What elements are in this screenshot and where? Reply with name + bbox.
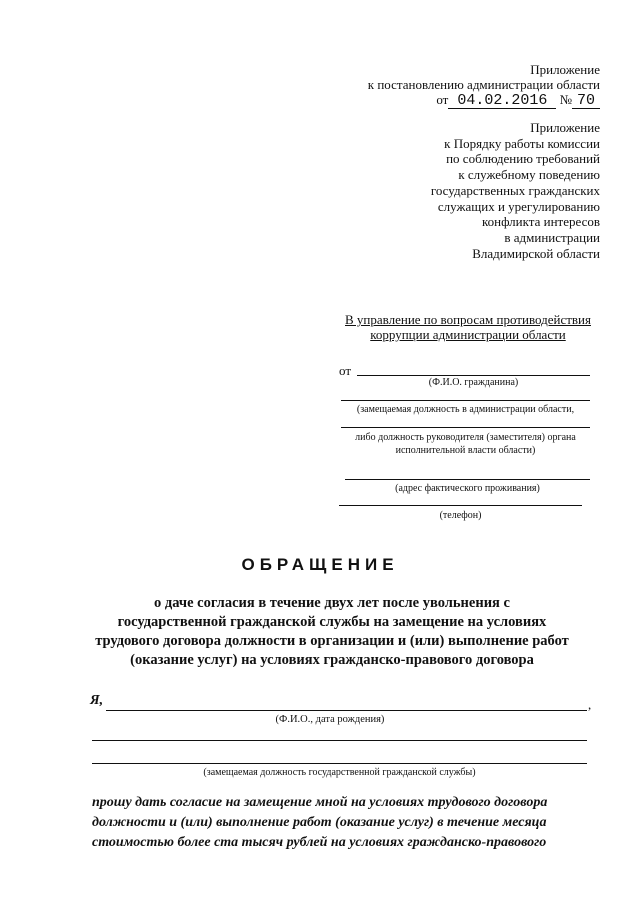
caption-service-position: (замещаемая должность государственной гражданской службы) (203, 767, 476, 778)
subject-line: (оказание услуг) на условиях гражданско-правового договора (130, 652, 534, 668)
applicant-service-position-field[interactable] (92, 763, 587, 764)
caption-position-cont: либо должность руководителя (заместителя) органа (355, 432, 576, 443)
appendix2-line: к Порядку работы комиссии (444, 135, 600, 151)
sender-position-field[interactable] (341, 400, 590, 401)
decree-number: 70 (572, 94, 600, 109)
request-body (92, 793, 597, 853)
ya-label: Я, (90, 693, 104, 708)
sender-position-field-2[interactable] (341, 427, 590, 428)
caption-position: (замещаемая должность в администрации области, (356, 404, 575, 415)
appendix2-line: Приложение (530, 120, 600, 135)
sender-address-field[interactable] (345, 479, 590, 480)
decree-date-line (436, 92, 600, 109)
body-line: должности и (или) выполнение работ (оказание услуг) в течение месяца (92, 815, 547, 830)
sender-phone-field[interactable] (339, 505, 582, 506)
caption-name: (Ф.И.О. гражданина) (428, 377, 519, 388)
appendix-title: Приложение (530, 62, 600, 77)
decree-from-label: от (436, 92, 449, 107)
caption-address: (адрес фактического проживания) (395, 483, 540, 494)
applicant-name-field[interactable] (106, 710, 587, 711)
caption-position-end: исполнительной власти области) (395, 445, 536, 456)
document-title: ОБРАЩЕНИЕ (241, 555, 399, 574)
appendix2-line: в администрации (504, 229, 600, 245)
appendix2-line: по соблюдению требований (446, 151, 600, 167)
appendix-reference: к постановлению администрации области (367, 77, 600, 92)
appendix-decree-block (368, 62, 600, 92)
body-line: стоимостью более ста тысяч рублей на условиях гражданско-правового (92, 835, 547, 850)
appendix2-line: Владимирской области (472, 245, 600, 261)
subject-line: государственной гражданской службы на замещение на условиях (117, 614, 547, 630)
from-label: от (339, 363, 352, 378)
appendix2-line: к служебному поведению (458, 167, 600, 183)
subject-line: трудового договора должности в организации и (или) выполнение работ (95, 633, 569, 649)
appendix2-line: государственных гражданских (430, 182, 600, 198)
applicant-extra-field[interactable] (92, 740, 587, 741)
comma-mark: , (588, 697, 592, 712)
caption-fio-birth: (Ф.И.О., дата рождения) (275, 714, 385, 725)
recipient-block (345, 312, 591, 342)
appendix2-line: конфликта интересов (481, 214, 600, 230)
document-subject (72, 594, 592, 670)
recipient-line2: коррупции администрации области (370, 327, 566, 342)
body-line: прошу дать согласие на замещение мной на условиях трудового договора (92, 795, 548, 810)
recipient-line1: В управление по вопросам противодействия (345, 312, 591, 327)
caption-phone: (телефон) (439, 510, 482, 521)
decree-number-label: № (559, 92, 572, 107)
appendix2-line: служащих и урегулированию (437, 198, 600, 214)
decree-date: 04.02.2016 (448, 94, 556, 109)
subject-line: о даче согласия в течение двух лет после увольнения с (154, 595, 510, 611)
appendix-procedure-block (431, 120, 600, 261)
